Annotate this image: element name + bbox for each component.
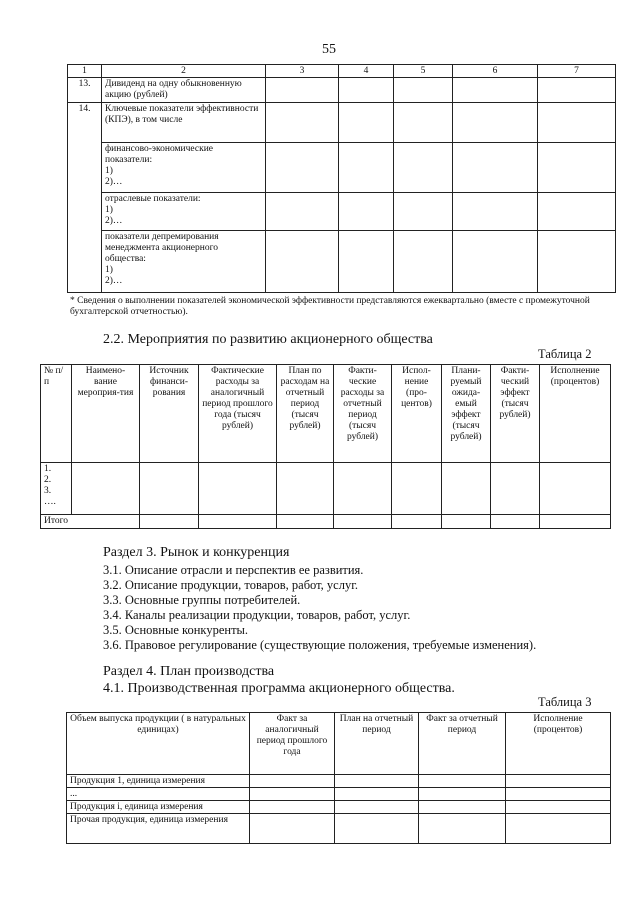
subsection-title: 4.1. Производственная программа акционерного общества. <box>103 681 455 696</box>
col-header: Источник финанси-рования <box>140 365 199 463</box>
col-header: 1 <box>68 65 102 78</box>
table-row <box>68 231 616 293</box>
section-title: Раздел 3. Рынок и конкуренция <box>103 545 290 560</box>
col-header: Исполнение (процентов) <box>540 365 611 463</box>
list-item: 3.1. Описание отрасли и перспектив ее развития. <box>103 563 364 577</box>
table-row <box>67 788 611 801</box>
row-label: финансово-экономические показатели: 1) 2)… <box>102 143 266 193</box>
list-item: 3.2. Описание продукции, товаров, работ, услуг. <box>103 578 359 592</box>
col-header: План на отчетный период <box>335 713 419 775</box>
col-header: 2 <box>102 65 266 78</box>
row-numbers: 1. 2. 3. …. <box>41 463 72 515</box>
row-number: 13. <box>68 78 102 103</box>
table-row <box>68 193 616 231</box>
col-header: Факт за аналогичный период прошлого года <box>250 713 335 775</box>
col-header: Факти-ческий эффект (тысяч рублей) <box>491 365 540 463</box>
row-label: Прочая продукция, единица измерения <box>67 814 250 844</box>
col-header: План по расходам на отчетный период (тысяч рублей) <box>277 365 334 463</box>
total-label: Итого <box>41 515 140 529</box>
row-label: Дивиденд на одну обыкновенную акцию (рублей) <box>102 78 266 103</box>
table-row <box>68 143 616 193</box>
row-label: Продукция 1, единица измерения <box>67 775 250 788</box>
total-row <box>41 515 611 529</box>
col-header: 4 <box>339 65 394 78</box>
col-header: 3 <box>266 65 339 78</box>
table-production <box>66 712 611 844</box>
row-number: 14. <box>68 103 102 293</box>
row-label: ... <box>67 788 250 801</box>
section-title: 2.2. Мероприятия по развитию акционерного общества <box>103 332 433 347</box>
table-indicators <box>67 64 616 293</box>
table-label: Таблица 3 <box>538 695 592 709</box>
col-header: Факт за отчетный период <box>419 713 506 775</box>
table-row <box>68 78 616 103</box>
list-item: 3.5. Основные конкуренты. <box>103 623 249 637</box>
table-row <box>67 801 611 814</box>
col-header: № п/п <box>41 365 72 463</box>
row-label: Продукция i, единица измерения <box>67 801 250 814</box>
col-header: Фактические расходы за аналогичный период прошлого года (тысяч рублей) <box>199 365 277 463</box>
col-header: Факти-ческие расходы за отчетный период (тысяч рублей) <box>334 365 392 463</box>
col-header: 6 <box>453 65 538 78</box>
list-item: 3.6. Правовое регулирование (существующие положения, требуемые изменения). <box>103 638 537 652</box>
row-label: показатели депремирования менеджмента акционерного общества: 1) 2)… <box>102 231 266 293</box>
row-label: отраслевые показатели: 1) 2)… <box>102 193 266 231</box>
table-row <box>67 814 611 844</box>
table-row <box>67 775 611 788</box>
col-header: Наимено-вание мероприя-тия <box>72 365 140 463</box>
table-row <box>68 103 616 143</box>
table-label: Таблица 2 <box>538 347 592 361</box>
col-header: 5 <box>394 65 453 78</box>
page-number: 55 <box>322 42 336 57</box>
table-activities <box>40 364 611 529</box>
section3-list <box>103 563 536 653</box>
list-item: 3.3. Основные группы потребителей. <box>103 593 301 607</box>
row-label: Ключевые показатели эффективности (КПЭ), в том числе <box>102 103 266 143</box>
footnote: * Сведения о выполнении показателей экономической эффективности представляются ежеквартально (вместе с промежуточной бухгалтерской отчетностью). <box>70 296 590 317</box>
section-title: Раздел 4. План производства <box>103 664 275 679</box>
col-header: Исполнение (процентов) <box>506 713 611 775</box>
col-header: 7 <box>538 65 616 78</box>
table-row <box>41 463 611 515</box>
col-header: Плани-руемый ожида-емый эффект (тысяч рублей) <box>442 365 491 463</box>
col-header: Объем выпуска продукции ( в натуральных единицах) <box>67 713 250 775</box>
col-header: Испол-нение (про-центов) <box>392 365 442 463</box>
list-item: 3.4. Каналы реализации продукции, товаров, работ, услуг. <box>103 608 411 622</box>
